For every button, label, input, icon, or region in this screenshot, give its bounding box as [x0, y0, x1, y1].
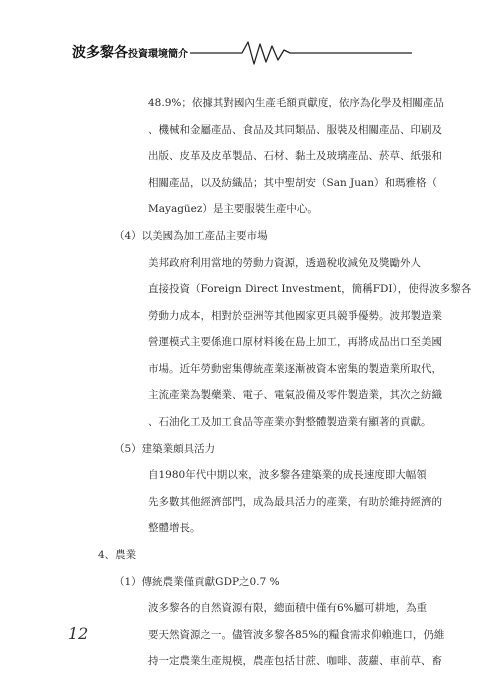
running-header: [72, 36, 412, 70]
header-title-main: 波多黎各: [72, 45, 128, 61]
text-line: 直接投資（Foreign Direct Investment，簡稱FDI），使得波多黎各: [148, 283, 472, 295]
text-line: （4）以美國為加工產品主要市場: [114, 230, 268, 242]
text-line: 要天然資源之一。儘管波多黎各85%的糧食需求仰賴進口，仍維: [148, 629, 445, 641]
text-line: 整體增長。: [148, 522, 201, 534]
text-line: 勞動力成本，相對於亞洲等其他國家更具競爭優勢。波邦製造業: [148, 310, 442, 322]
text-line: 先多數其他經濟部門，成為最具活力的產業，有助於維持經濟的: [148, 496, 442, 508]
text-line: 自1980年代中期以來，波多黎各建築業的成長速度即大幅領: [148, 469, 427, 481]
header-title-sub: 投資環境簡介: [128, 49, 188, 60]
text-line: 、機械和金屬產品、食品及其同類品、服裝及相關產品、印刷及: [148, 124, 442, 136]
text-line: 美邦政府利用當地的勞動力資源，透過稅收減免及獎勵外人: [148, 257, 421, 269]
text-line: 波多黎各的自然資源有限，總面積中僅有6%屬可耕地，為重: [148, 602, 428, 614]
text-line: 主流產業為製藥業、電子、電氣設備及零件製造業，其次之紡織: [148, 389, 442, 401]
header-wave-decoration: [72, 36, 412, 70]
text-line: 48.9%；依據其對國內生產毛額貢獻度，依序為化學及相關產品: [148, 97, 444, 109]
page-number: 12: [68, 624, 89, 643]
text-line: 營運模式主要係進口原材料後在島上加工，再將成品出口至美國: [148, 336, 442, 348]
text-line: 持一定農業生產規模，農產包括甘蔗、咖啡、菠蘿、車前草、畜: [148, 655, 442, 667]
text-line: （1）傳統農業僅貢獻GDP之0.7 %: [114, 576, 280, 588]
text-line: 相關產品，以及紡織品；其中聖胡安（San Juan）和瑪雅格（: [148, 177, 438, 189]
text-line: Mayagüez）是主要服裝生產中心。: [148, 203, 318, 215]
text-line: 、石油化工及加工食品等產業亦對整體製造業有顯著的貢獻。: [148, 416, 432, 428]
text-line: 出版、皮革及皮革製品、石材、黏土及玻璃產品、菸草、紙張和: [148, 150, 442, 162]
text-line: 市場。近年勞動密集傳統產業逐漸被資本密集的製造業所取代，: [148, 363, 442, 375]
text-line: 4、農業: [98, 549, 137, 561]
text-line: （5）建築業頗具活力: [114, 443, 216, 455]
